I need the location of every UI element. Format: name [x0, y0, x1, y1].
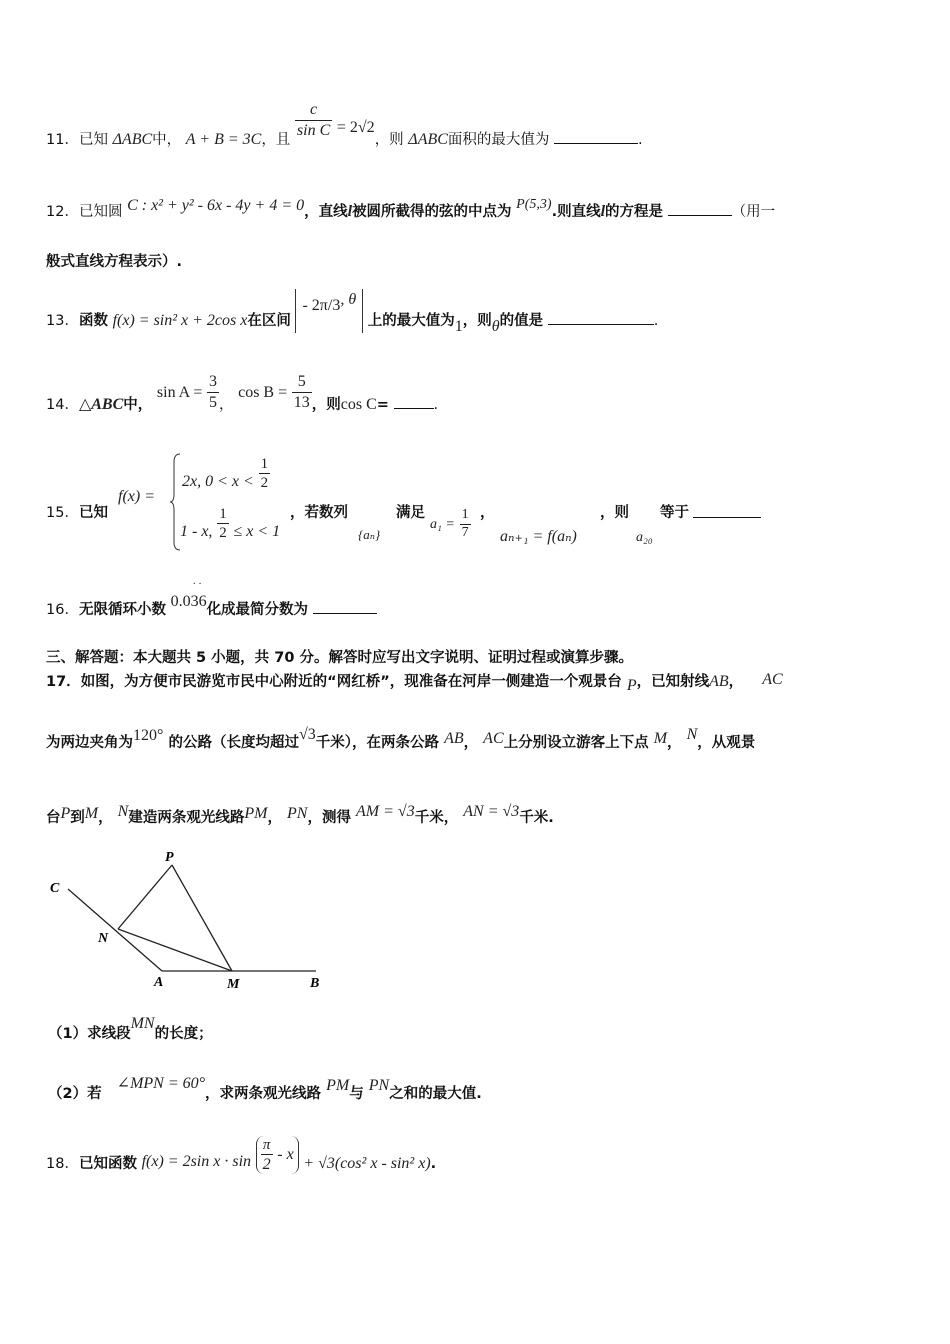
- label-A: A: [154, 975, 164, 990]
- label-C: C: [50, 881, 60, 896]
- q15-recurrence: aₙ₊₁ = f(aₙ): [500, 528, 577, 545]
- q18-function: f(x) = 2sin x · sin: [141, 1153, 252, 1170]
- q14-answer-blank: [394, 394, 434, 409]
- question-12-line2: 般式直线方程表示）.: [46, 254, 183, 270]
- q14-sinA-fraction: $\frac{3}{5}$: [208, 373, 217, 411]
- q12-circle-equation: C : x² + y² - 6x - 4y + 4 = 0: [127, 197, 305, 214]
- q12-answer-blank: [668, 201, 732, 216]
- q15-case-1: 2x, 0 < x < $\frac{1}{2}$: [182, 456, 269, 491]
- label-N: N: [98, 931, 109, 946]
- q13-answer-blank: [548, 310, 654, 325]
- question-17-line2: 为两边夹角为120° 的公路（长度均超过√3千米），在两条公路 AB， AC上分别设立游客上下点 M， N，从观景: [46, 726, 756, 751]
- q15-case-2: 1 - x, $\frac{1}{2}$ ≤ x < 1: [180, 506, 281, 541]
- segment-PM: [172, 865, 232, 971]
- question-14: 14．△ABC中， sin A = $\frac{3}{5}$ ， cos B = $\frac{5}{13}$ ，则cos C= .: [46, 373, 439, 413]
- question-11: 11．已知 ΔABC中， A + B = 3C，且 $\frac{c}{\text{sin C}}$ = 2√2，则 ΔABC面积的最大值为 .: [46, 101, 643, 148]
- q14-cosB-fraction: $\frac{5}{13}$: [293, 373, 310, 411]
- question-18: 18．已知函数 f(x) = 2sin x · sin $\frac{\pi}{2}$ - x + √3(cos² x - sin² x).: [46, 1136, 437, 1173]
- question-13: 13．函数 f(x) = sin² x + 2cos x在区间 - 2π/3, θ 上的最大值为1，则θ的值是 .: [46, 291, 659, 335]
- segment-NP: [118, 865, 172, 929]
- q15-a1: a₁ = $\frac{1}{7}$: [430, 507, 469, 540]
- q11-triangle: ΔABC: [112, 131, 153, 148]
- q11-condition: A + B = 3C: [185, 131, 262, 148]
- q16-answer-blank: [313, 599, 377, 614]
- label-M: M: [227, 977, 240, 992]
- ray-AC: [68, 889, 162, 971]
- question-17-line3: 台P到M， N建造两条观光线路PM， PN，测得 AM = √3千米， AN = √3千米.: [46, 803, 554, 826]
- q15-a20: a₂₀: [636, 530, 653, 545]
- question-17-part-2: （2）若 ∠MPN = 60°，求两条观光线路 PM与 PN之和的最大值.: [48, 1075, 482, 1102]
- q13-function: f(x) = sin² x + 2cos x: [112, 312, 248, 329]
- segment-NM: [118, 929, 232, 971]
- q17-figure: [40, 845, 340, 995]
- section-3-heading: 三、解答题：本大题共 5 小题，共 70 分。解答时应写出文字说明、证明过程或演算步骤。: [46, 650, 633, 666]
- q13-interval: - 2π/3, θ: [295, 289, 363, 333]
- question-17-line1: 17．如图，为方便市民游览市民中心附近的“网红桥”，现准备在河岸一侧建造一个观景台 P，已知射线AB， AC: [46, 671, 783, 694]
- question-17-part-1: （1）求线段MN的长度；: [48, 1015, 213, 1042]
- q15-answer-blank: [693, 503, 761, 518]
- q11-fraction: $\frac{c}{\text{sin C}}$: [296, 101, 331, 139]
- label-B: B: [310, 976, 320, 991]
- label-P: P: [165, 850, 174, 865]
- question-12: 12．已知圆 C : x² + y² - 6x - 4y + 4 = 0，直线l被圆所截得的弦的中点为 P(5,3).则直线l的方程是 （用一: [46, 197, 776, 220]
- q16-repeating-decimal: 0.036 · ·: [170, 579, 207, 610]
- q18-paren: $\frac{\pi}{2}$ - x: [256, 1136, 299, 1174]
- question-15-label: 15．已知: [46, 505, 108, 521]
- q11-number: 11．: [46, 132, 79, 148]
- q11-answer-blank: [554, 129, 638, 144]
- q15-sequence: {aₙ}: [358, 527, 381, 542]
- q15-function: f(x) =: [118, 488, 155, 505]
- question-16: 16．无限循环小数 0.036 · · 化成最简分数为: [46, 598, 377, 619]
- q12-midpoint: P(5,3): [516, 197, 552, 212]
